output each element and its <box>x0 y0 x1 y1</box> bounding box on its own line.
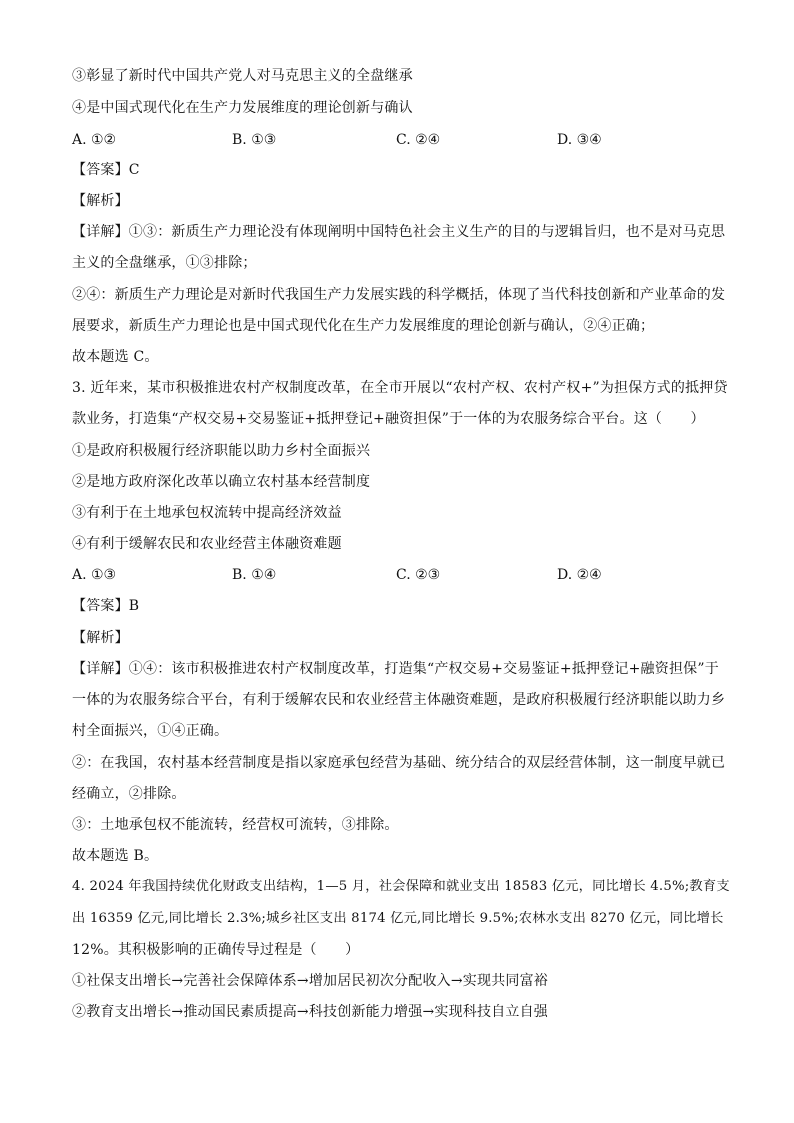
q2-option-item-3: ③彰显了新时代中国共产党人对马克思主义的全盘继承 <box>72 68 413 84</box>
q3-stem-line: 款业务，打造集“产权交易+交易鉴证+抵押登记+融资担保”于一体的为农服务综合平台。这（ ） <box>72 411 705 427</box>
q2-option-item-4: ④是中国式现代化在生产力发展维度的理论创新与确认 <box>72 100 413 116</box>
q3-analysis-heading: 【解析】 <box>72 630 129 646</box>
q2-choice-b: B. ①③ <box>232 132 277 148</box>
q4-stem-line: 4. 2024 年我国持续优化财政支出结构，1—5 月，社会保障和就业支出 18583 亿元，同比增长 4.5%;教育支 <box>72 879 730 894</box>
q3-conclusion: 故本题选 B。 <box>72 848 159 864</box>
q3-choice-d: D. ②④ <box>557 567 602 583</box>
q2-detail-line: 主义的全盘继承，①③排除； <box>72 255 257 271</box>
q2-choice-d: D. ③④ <box>557 132 602 148</box>
q3-detail-line: 村全面振兴，①④正确。 <box>72 723 229 739</box>
q2-answer: 【答案】C <box>72 162 140 178</box>
q3-option-item-2: ②是地方政府深化改革以确立农村基本经营制度 <box>72 474 371 490</box>
q2-choice-a: A. ①② <box>72 132 117 148</box>
q3-detail-line: 一体的为农服务综合平台，有利于缓解农民和农业经营主体融资难题，是政府积极履行经济职能以助力乡 <box>72 692 726 708</box>
q3-option-item-3: ③有利于在土地承包权流转中提高经济效益 <box>72 505 342 521</box>
q3-detail-line: 【详解】①④：该市积极推进农村产权制度改革，打造集“产权交易+交易鉴证+抵押登记+融资担保”于 <box>72 661 719 677</box>
q3-detail-line: ②：在我国，农村基本经营制度是指以家庭承包经营为基础、统分结合的双层经营体制，这一制度早就已 <box>72 755 726 771</box>
q2-detail-line: ②④：新质生产力理论是对新时代我国生产力发展实践的科学概括，体现了当代科技创新和产业革命的发 <box>72 287 726 303</box>
q3-choices <box>72 565 732 585</box>
q3-stem-line: 3. 近年来，某市积极推进农村产权制度改革，在全市开展以“农村产权、农村产权+”为担保方式的抵押贷 <box>72 380 728 396</box>
q2-choice-c: C. ②④ <box>396 132 441 148</box>
q4-stem-line: 12%。其积极影响的正确传导过程是（ ） <box>72 942 360 958</box>
q3-answer: 【答案】B <box>72 598 140 614</box>
q3-option-item-4: ④有利于缓解农民和农业经营主体融资难题 <box>72 536 342 552</box>
q3-detail-line: 经确立，②排除。 <box>72 786 186 802</box>
q4-stem-line: 出 16359 亿元,同比增长 2.3%;城乡社区支出 8174 亿元,同比增长 9.5%;农林水支出 8270 亿元，同比增长 <box>72 911 724 926</box>
q2-detail-line: 展要求，新质生产力理论也是中国式现代化在生产力发展维度的理论创新与确认，②④正确； <box>72 318 655 334</box>
q2-choices <box>72 130 732 150</box>
q2-detail-line: 【详解】①③：新质生产力理论没有体现阐明中国特色社会主义生产的目的与逻辑旨归，也不是对马克思 <box>72 224 726 240</box>
q3-choice-a: A. ①③ <box>72 567 117 583</box>
q4-option-item-1: ①社保支出增长→完善社会保障体系→增加居民初次分配收入→实现共同富裕 <box>72 973 548 989</box>
q2-conclusion: 故本题选 C。 <box>72 349 159 365</box>
q3-detail-line: ③：土地承包权不能流转，经营权可流转，③排除。 <box>72 817 399 833</box>
q3-choice-b: B. ①④ <box>232 567 277 583</box>
q3-choice-c: C. ②③ <box>396 567 441 583</box>
q2-analysis-heading: 【解析】 <box>72 193 129 209</box>
q3-option-item-1: ①是政府积极履行经济职能以助力乡村全面振兴 <box>72 443 371 459</box>
q4-option-item-2: ②教育支出增长→推动国民素质提高→科技创新能力增强→实现科技自立自强 <box>72 1004 548 1020</box>
